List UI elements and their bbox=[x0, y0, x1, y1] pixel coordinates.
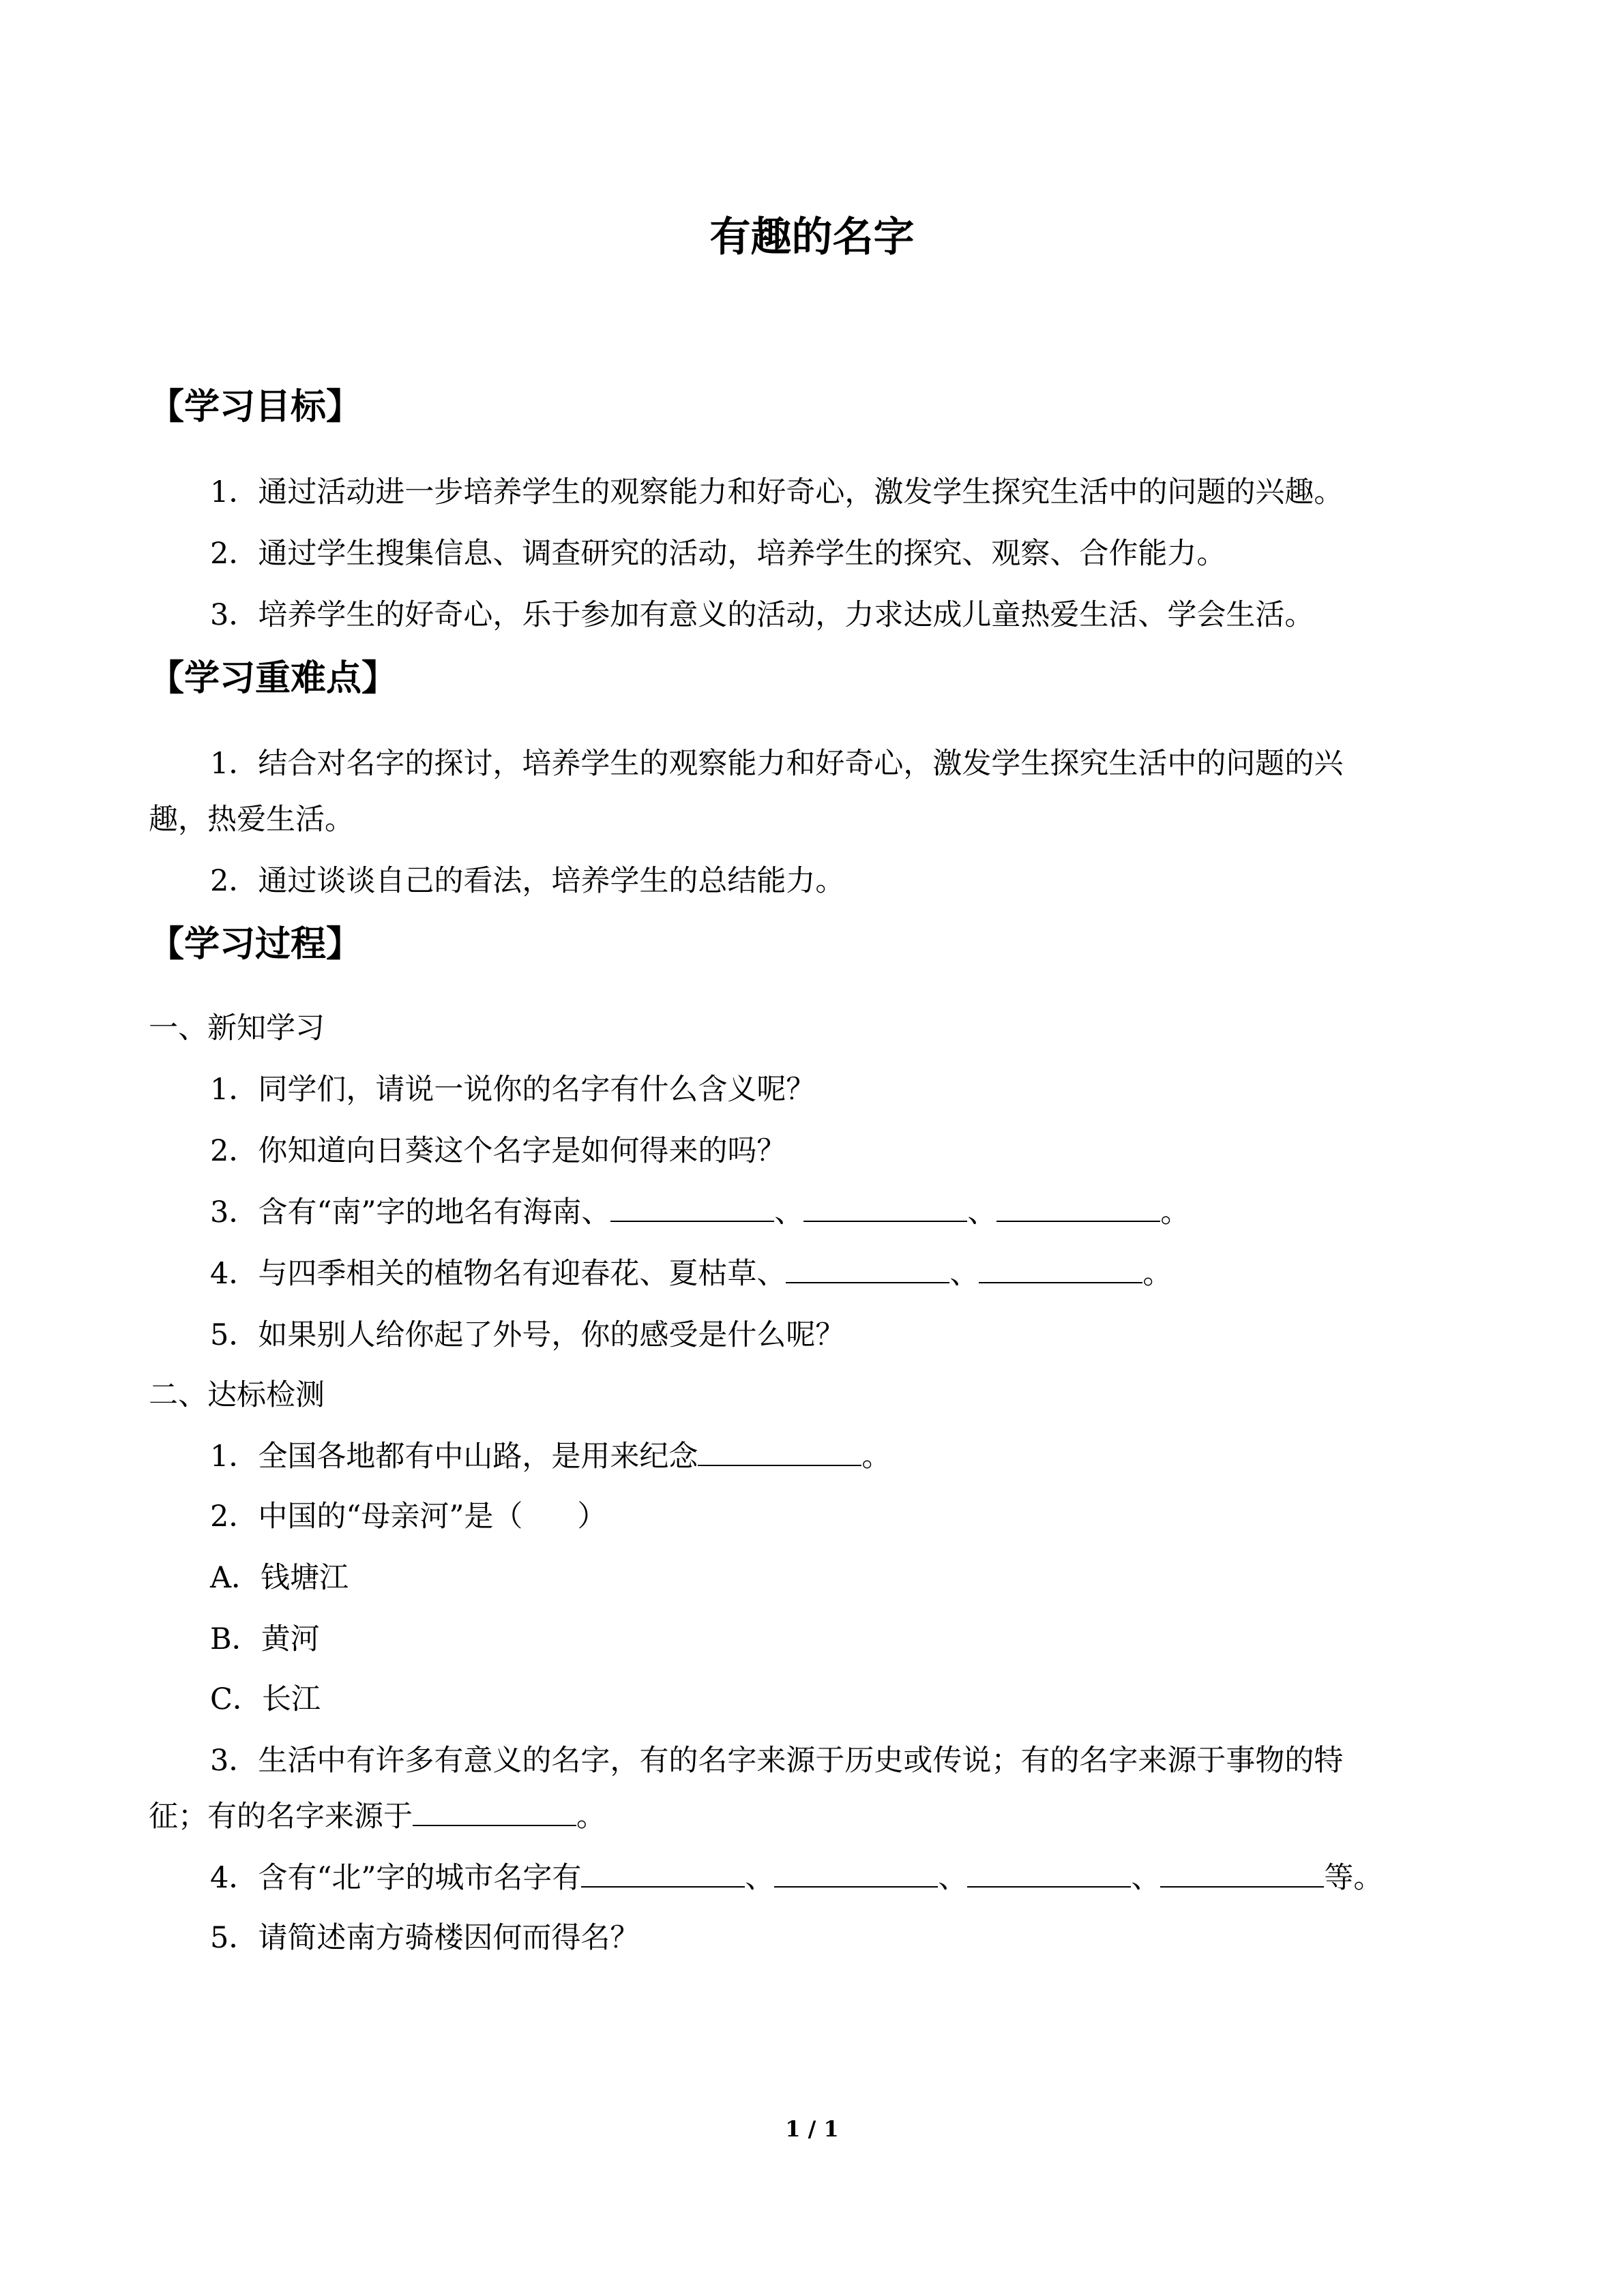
part2-q1-text: 1．全国各地都有中山路，是用来纪念 bbox=[210, 1440, 698, 1474]
part1-q3 bbox=[210, 1192, 1190, 1233]
heading-process: 【学习过程】 bbox=[149, 924, 362, 965]
separator: 、 bbox=[1131, 1861, 1161, 1895]
answer-blank[interactable] bbox=[967, 1859, 1131, 1888]
answer-blank[interactable] bbox=[413, 1798, 576, 1826]
close-paren: ） bbox=[577, 1500, 607, 1534]
keypoint-item-1-line-2: 趣，热爱生活。 bbox=[149, 803, 354, 837]
separator: 、 bbox=[774, 1195, 804, 1229]
part1-q3-text: 3．含有“南”字的地名有海南、 bbox=[210, 1195, 611, 1229]
part2-q4 bbox=[210, 1858, 1383, 1898]
part1-q4-text: 4．与四季相关的植物名有迎春花、夏枯草、 bbox=[210, 1257, 786, 1291]
period: 。 bbox=[861, 1440, 891, 1474]
page-number: 1 / 1 bbox=[785, 2116, 839, 2142]
part2-q2-text: 2．中国的“母亲河”是（ bbox=[210, 1500, 523, 1534]
answer-blank[interactable] bbox=[610, 1193, 774, 1222]
goal-item-1: 1．通过活动进一步培养学生的观察能力和好奇心，激发学生探究生活中的问题的兴趣。 bbox=[210, 475, 1344, 509]
period: 。 bbox=[1160, 1195, 1190, 1229]
part1-q4 bbox=[210, 1253, 1172, 1294]
answer-blank[interactable] bbox=[698, 1437, 861, 1466]
answer-blank[interactable] bbox=[996, 1193, 1160, 1222]
part2-q3-text: 征；有的名字来源于 bbox=[149, 1800, 413, 1834]
separator: 、 bbox=[949, 1257, 979, 1291]
keypoint-item-2: 2．通过谈谈自己的看法，培养学生的总结能力。 bbox=[210, 864, 845, 898]
part1-title: 一、新知学习 bbox=[149, 1011, 325, 1045]
goal-item-3: 3．培养学生的好奇心，乐于参加有意义的活动，力求达成儿童热爱生活、学会生活。 bbox=[210, 598, 1314, 632]
option-c[interactable]: C．长江 bbox=[210, 1682, 321, 1716]
part2-q2 bbox=[210, 1496, 606, 1537]
part1-q1: 1．同学们，请说一说你的名字有什么含义呢？ bbox=[210, 1073, 816, 1107]
part2-q3-line-2 bbox=[149, 1796, 606, 1837]
separator: 、 bbox=[967, 1195, 997, 1229]
part2-q4-text: 4．含有“北”字的城市名字有 bbox=[210, 1861, 582, 1895]
separator: 、 bbox=[745, 1861, 775, 1895]
period: 。 bbox=[576, 1800, 606, 1834]
answer-blank[interactable] bbox=[1160, 1859, 1324, 1888]
part2-q1 bbox=[210, 1436, 891, 1477]
keypoint-item-1-line-1: 1．结合对名字的探讨，培养学生的观察能力和好奇心，激发学生探究生活中的问题的兴 bbox=[210, 747, 1344, 781]
answer-blank[interactable] bbox=[581, 1859, 745, 1888]
suffix: 等。 bbox=[1324, 1861, 1383, 1895]
heading-goals: 【学习目标】 bbox=[149, 387, 362, 428]
part2-title: 二、达标检测 bbox=[149, 1378, 325, 1412]
heading-keypoints: 【学习重难点】 bbox=[149, 658, 398, 699]
answer-blank[interactable] bbox=[979, 1255, 1142, 1283]
period: 。 bbox=[1142, 1257, 1172, 1291]
separator: 、 bbox=[938, 1861, 968, 1895]
goal-item-2: 2．通过学生搜集信息、调查研究的活动，培养学生的探究、观察、合作能力。 bbox=[210, 537, 1226, 571]
part2-q5: 5．请简述南方骑楼因何而得名？ bbox=[210, 1921, 640, 1955]
answer-blank[interactable] bbox=[774, 1859, 938, 1888]
option-a[interactable]: A．钱塘江 bbox=[210, 1561, 349, 1595]
answer-blank[interactable] bbox=[786, 1255, 949, 1283]
part1-q2: 2．你知道向日葵这个名字是如何得来的吗？ bbox=[210, 1134, 786, 1168]
page-title: 有趣的名字 bbox=[709, 213, 915, 261]
part2-q3-line-1: 3．生活中有许多有意义的名字，有的名字来源于历史或传说；有的名字来源于事物的特 bbox=[210, 1744, 1344, 1778]
part1-q5: 5．如果别人给你起了外号，你的感受是什么呢？ bbox=[210, 1318, 845, 1352]
option-b[interactable]: B．黄河 bbox=[210, 1622, 320, 1656]
answer-blank[interactable] bbox=[803, 1193, 967, 1222]
